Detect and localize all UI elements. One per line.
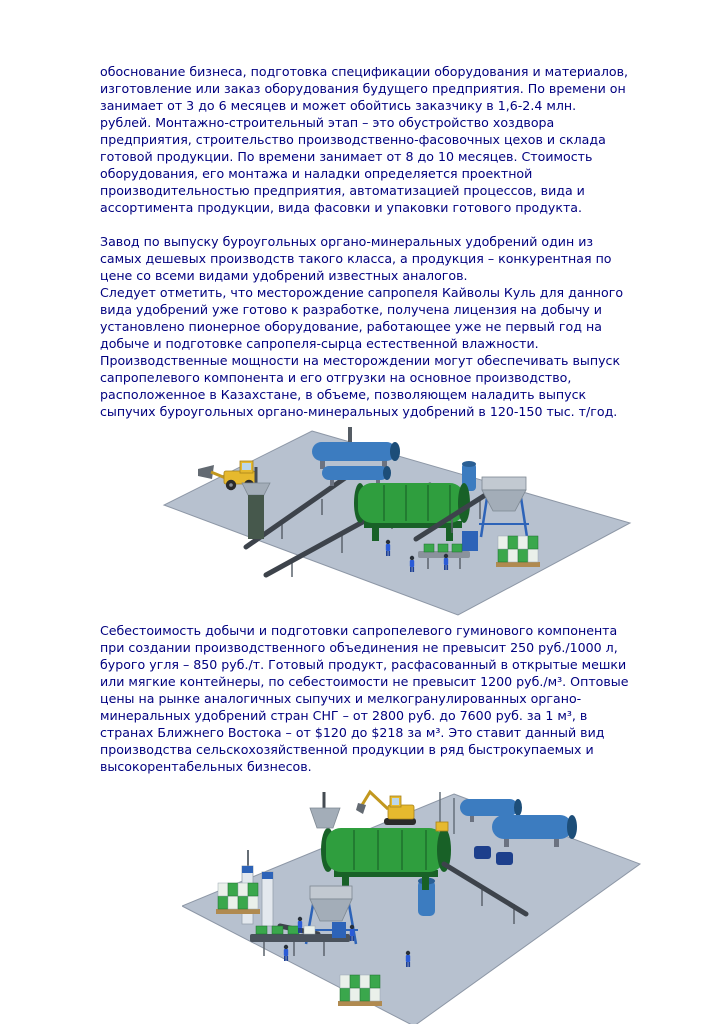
pallet-crates	[338, 975, 382, 1006]
plant-illustration-2	[182, 778, 642, 1024]
drum-motor	[436, 822, 448, 831]
paragraph-construction-stages: обоснование бизнеса, подготовка спецификации оборудования и материалов, изготовление или заказ оборудования будущего предприятия. По времени он занимает от 3 до 6 месяцев и может обойтись заказчику в 1,6-2.4 млн. рублей. Монтажно-строительный этап – это обустройство хоздвора предприятия, строительство производственно-фасовочных цехов и склада готовой продукции. По времени занимает от 8 до 10 месяцев. Стоимость оборудования, его монтажа и наладки определяется проектной производительностью предприятия, автоматизацией процессов, вида и ассортимента продукции, вида фасовки и упаковки готового продукта.	[100, 64, 629, 215]
paragraph-sapropel-deposit: Следует отметить, что месторождение сапропеля Кайволы Куль для данного вида удобрений уже готово к разработке, получена лицензия на добычу и установлено пионерное оборудование, работающее уже не первый год на добыче и подготовке сапропеля-сырца естественной влажности. Производственные мощности на месторождении могут обеспечивать выпуск сапропелевого компонента и его отгрузки на основное производство, расположенное в Казахстане, в объеме, позволяющем наладить выпуск сыпучих буроугольных органо-минеральных удобрений в 120-150 тыс. т/год.	[100, 285, 624, 419]
paragraph-plant-competitiveness: Завод по выпуску буроугольных органо-минеральных удобрений один из самых дешевых производств такого класса, а продукция – конкурентная по цене со всеми видами удобрений известных аналогов.	[100, 234, 612, 283]
plant-3d-render-2	[182, 778, 629, 1024]
process-tank	[496, 852, 513, 865]
bagging-machine	[332, 922, 346, 938]
process-tank	[474, 846, 491, 859]
pallet-crates	[216, 883, 260, 914]
plant-3d-render-1	[162, 427, 629, 619]
plant-illustration-1	[162, 427, 632, 619]
excavator	[356, 792, 416, 825]
blank-line	[100, 216, 629, 233]
pallet-crates	[496, 536, 540, 567]
drum-feed-funnel	[310, 808, 340, 828]
bagging-machine	[462, 531, 478, 551]
paragraph-economics: Себестоимость добычи и подготовки сапропелевого гуминового компонента при создании производственного объединения не превысит 250 руб./1000 л, бурого угля – 850 руб./т. Готовый продукт, расфасованный в открытые мешки или мягкие контейнеры, по себестоимости не превысит 1200 руб./м³. Оптовые цены на рынке аналогичных сыпучих и мелкогранулированных органо-минеральных удобрений стран СНГ – от 2800 руб. до 7600 руб. за 1 м³, в странах Ближнего Востока – от $120 до $218 за м³. Это ставит данный вид производства сельскохозяйственной продукции в ряд быстрокупаемых и высокорентабельных бизнесов.	[100, 623, 629, 774]
